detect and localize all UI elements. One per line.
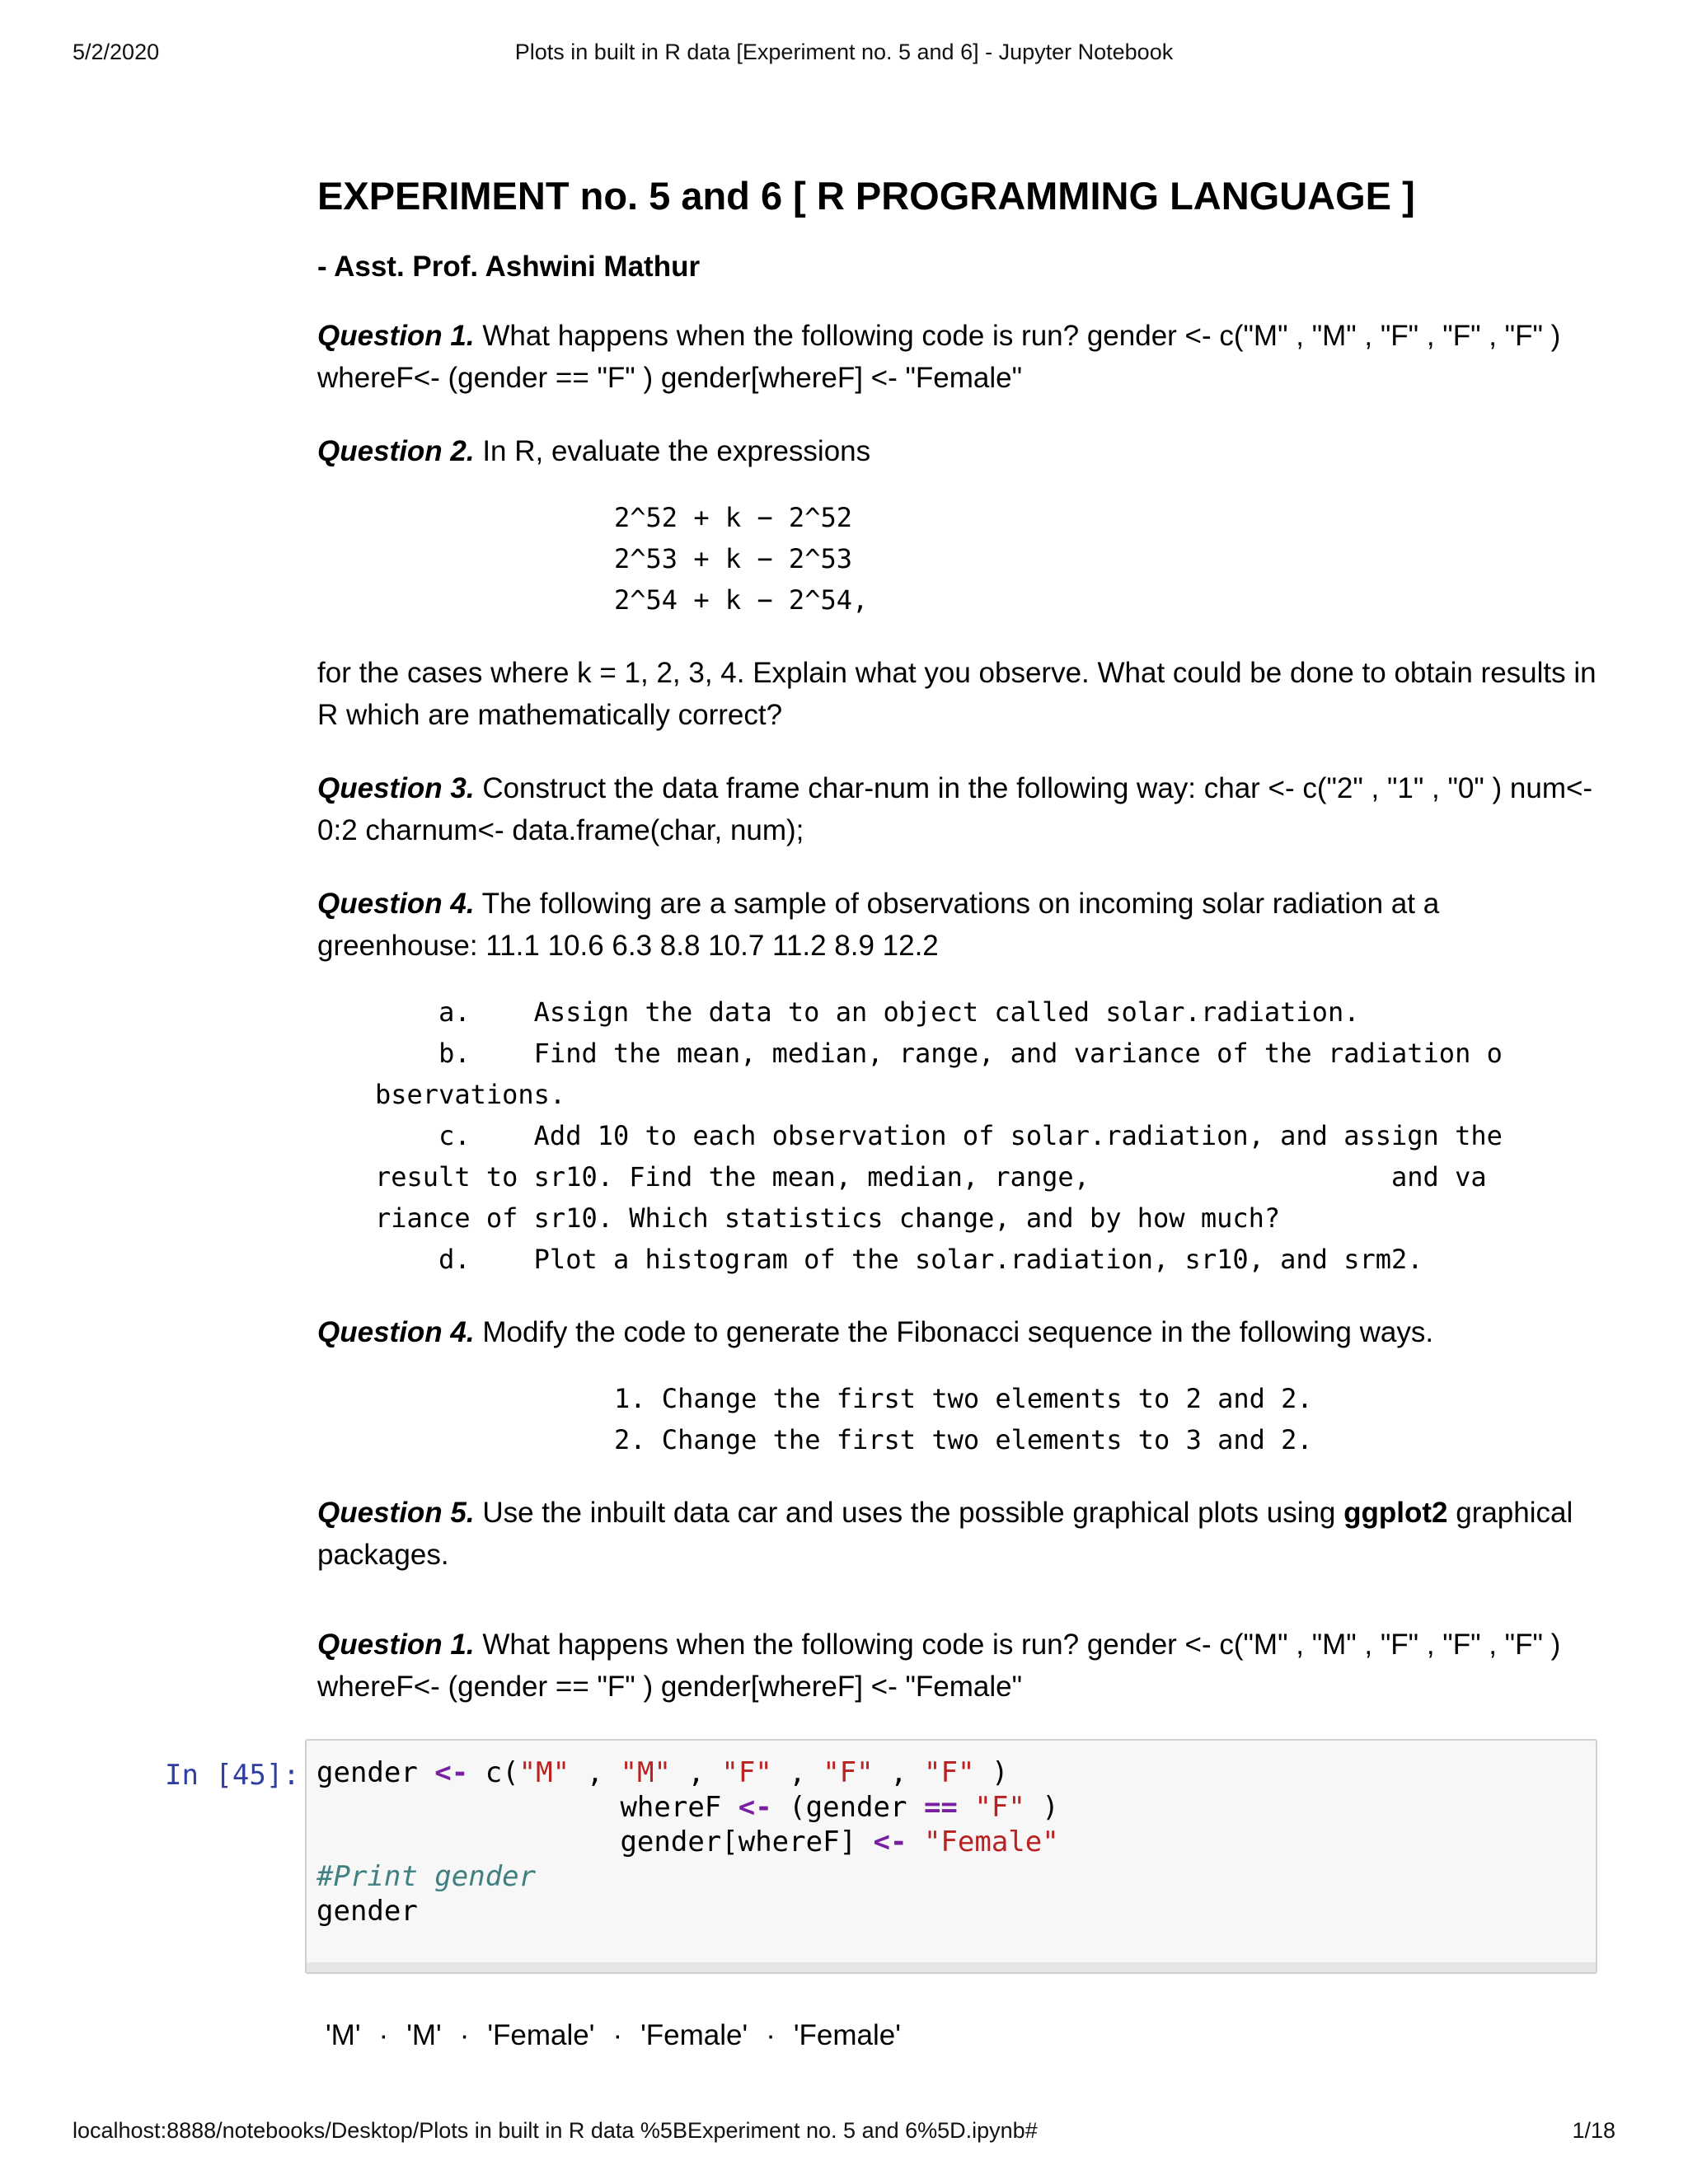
cell-output [326,2019,919,2052]
question-label: Question 3. [317,772,475,805]
question-label: Question 4. [317,1316,475,1349]
question-label: Question 4. [317,888,475,921]
output-item: 'Female' [487,2019,595,2051]
question-2 [317,430,1603,472]
question-text: Use the inbuilt data car and uses the possible graphical plots using [474,1497,1344,1530]
separator-dot: · [459,2019,470,2051]
cell-prompt: In [45]: [165,1759,300,1792]
question-text: Modify the code to generate the Fibonacci sequence in the following ways. [474,1316,1434,1349]
package-name: ggplot2 [1343,1497,1448,1530]
notebook-content [317,165,1603,1708]
code-comment: #Print gender [316,1860,537,1893]
separator-dot: · [378,2019,389,2051]
question-text: In R, evaluate the expressions [474,435,871,468]
page-number: 1/18 [1572,2118,1615,2143]
question-label: Question 5. [317,1497,475,1530]
question-5 [317,1492,1603,1576]
output-item: 'M' [406,2019,442,2051]
cell-code: gender <- c("M" , "M" , "F" , "F" , "F" ) whereF <- (gender == "F" ) gender[whereF] <- "Female" #Print gender gender [316,1756,1059,1928]
print-url: localhost:8888/notebooks/Desktop/Plots in built in R data %5BExperiment no. 5 and 6%5D.ipynb# [73,2118,1038,2143]
output-item: 'Female' [793,2019,901,2051]
code-block: 2^52 + k − 2^52 2^53 + k − 2^53 2^54 + k − 2^54, [614,502,869,616]
question-text: The following are a sample of observations on incoming solar radiation at a greenhouse: 11.1 10.6 6.3 8.8 10.7 11.2 8.9 12.2 [317,888,1440,963]
question-1-repeat [317,1624,1603,1708]
author: - Asst. Prof. Ashwini Mathur [317,251,701,284]
page-title: EXPERIMENT no. 5 and 6 [ R PROGRAMMING LANGUAGE ] [317,174,1415,218]
question-2-followup: for the cases where k = 1, 2, 3, 4. Explain what you observe. What could be done to obtain results in R which are mathematically correct? [317,657,1597,732]
separator-dot: · [612,2019,623,2051]
question-3 [317,767,1603,851]
code-block: 1. Change the first two elements to 2 and 2. 2. Change the first two elements to 3 and 2. [614,1383,1313,1456]
question-text: What happens when the following code is run? gender <- c("M" , "M" , "F" , "F" , "F" ) whereF<- (gender == "F" ) gender[whereF] <- "Female" [317,1629,1561,1704]
question-text: What happens when the following code is run? gender <- c("M" , "M" , "F" , "F" , "F" ) whereF<- (gender == "F" ) gender[whereF] <- "Female" [317,320,1561,395]
question-4 [317,883,1603,967]
print-title: Plots in built in R data [Experiment no. 5 and 6] - Jupyter Notebook [514,40,1174,64]
question-4-fibonacci [317,1311,1603,1353]
question-text: Construct the data frame char-num in the following way: char <- c("2" , "1" , "0" ) num<- 0:2 charnum<- data.frame(char, num); [317,772,1593,847]
horizontal-scrollbar[interactable] [307,1962,1596,1972]
cell-input[interactable] [305,1739,1597,1974]
output-item: 'M' [326,2019,361,2051]
question-label: Question 2. [317,435,475,468]
output-item: 'Female' [640,2019,748,2051]
code-block: a. Assign the data to an object called solar.radiation. b. Find the mean, median, range, and variance of the radiation o bservations. c. Add 10 to each observation of solar.radiation, and assign the result to sr10. Find the mean, median, range, and va riance of sr10. Which statistics change, and by how much? d. Plot a histogram of the solar.radiation, sr10, and srm2. [375,996,1503,1276]
question-label: Question 1. [317,320,475,353]
question-label: Question 1. [317,1629,475,1661]
question-text: graphical packages. [317,1497,1573,1572]
print-date: 5/2/2020 [73,40,160,64]
question-1 [317,315,1603,399]
separator-dot: · [766,2019,776,2051]
